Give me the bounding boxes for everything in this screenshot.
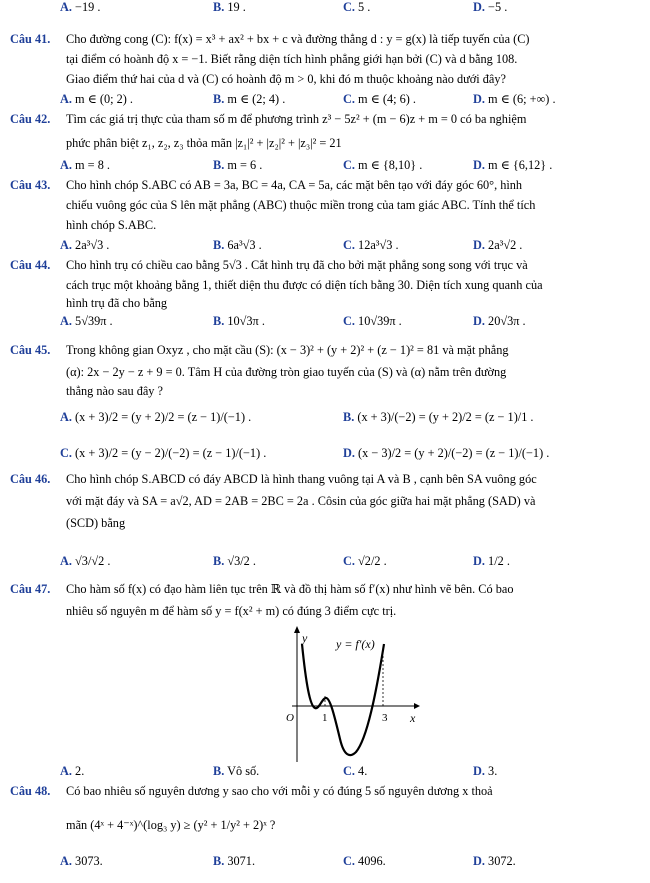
option-b[interactable]: B. √3/2 . [213, 554, 256, 568]
question-41-text-1: Cho đường cong (C): f(x) = x³ + ax² + bx + c và đường thẳng d : y = g(x) là tiếp tuyến của (C) [66, 32, 530, 46]
option-a[interactable]: A. (x + 3)/2 = (y + 2)/2 = (z − 1)/(−1) . [60, 410, 252, 424]
option-d[interactable]: D. 3. [473, 764, 498, 778]
question-42-options [60, 158, 640, 174]
option-letter: C. [343, 92, 355, 106]
option-c[interactable]: C. 4096. [343, 854, 386, 868]
y-axis-arrow-icon [294, 626, 300, 633]
option-a[interactable]: A. 2. [60, 764, 85, 778]
question-44-text-3: hình trụ đã cho bằng [66, 296, 168, 310]
option-letter: A. [60, 764, 72, 778]
question-45-options-ab [60, 410, 640, 426]
option-b[interactable]: B. 3071. [213, 854, 256, 868]
question-48-label: Câu 48. [10, 784, 51, 798]
question-42-text-2: phức phân biệt z₁, z₂, z₃ thỏa mãn |z₁|² + |z₂|² + |z₃|² = 21 [66, 136, 342, 150]
question-41-text-3: Giao điểm thứ hai của d và (C) có hoành độ m > 0, khi đó m thuộc khoảng nào dưới đây? [66, 72, 506, 86]
option-letter: D. [473, 854, 485, 868]
tick-label-1: 1 [322, 712, 328, 724]
option-d[interactable]: D. 2a³√2 . [473, 238, 523, 252]
option-letter: B. [213, 854, 225, 868]
option-d[interactable]: D. 1/2 . [473, 554, 510, 568]
option-letter: A. [60, 314, 72, 328]
prev-question-options [60, 0, 640, 16]
option-d[interactable]: D. m ∈ (6; +∞) . [473, 92, 556, 106]
question-45-label: Câu 45. [10, 343, 51, 357]
option-c[interactable]: C. 4. [343, 764, 368, 778]
question-41-text-2: tại điểm có hoành độ x = −1. Biết rằng diện tích hình phẳng giới hạn bởi (C) và d bằng 108. [66, 52, 518, 66]
option-letter: C. [343, 158, 355, 172]
option-letter: B. [213, 314, 225, 328]
option-letter: C. [60, 446, 72, 460]
question-48-options [60, 854, 640, 870]
question-47-options [60, 764, 640, 780]
question-43-text-3: hình chóp S.ABC. [66, 218, 157, 232]
option-c[interactable]: C. √2/2 . [343, 554, 387, 568]
question-46-options [60, 554, 640, 570]
derivative-graph [272, 624, 422, 764]
option-d[interactable]: D. (x − 3)/2 = (y + 2)/(−2) = (z − 1)/(−1) . [343, 446, 550, 460]
option-letter: A. [60, 0, 72, 14]
option-c[interactable]: C. m ∈ {8,10} . [343, 158, 423, 172]
option-letter: A. [60, 854, 72, 868]
option-b[interactable]: B. 19 . [213, 0, 246, 14]
option-letter: B. [343, 410, 355, 424]
option-c[interactable]: C. 10√39π . [343, 314, 402, 328]
option-letter: D. [473, 92, 485, 106]
option-letter: B. [213, 0, 225, 14]
question-43-text-2: chiếu vuông góc của S lên mặt phẳng (ABC) thuộc miền trong của tam giác ABC. Tính thể tích [66, 198, 536, 212]
question-43-text-1: Cho hình chóp S.ABC có AB = 3a, BC = 4a, CA = 5a, các mặt bên tạo với đáy góc 60°, hình [66, 178, 523, 192]
option-letter: D. [473, 554, 485, 568]
option-d[interactable]: D. 3072. [473, 854, 516, 868]
option-letter: D. [473, 238, 485, 252]
option-letter: C. [343, 854, 355, 868]
question-46-text-2: với mặt đáy và SA = a√2, AD = 2AB = 2BC = 2a . Côsin của góc giữa hai mặt phẳng (SAD) và [66, 494, 536, 508]
option-letter: B. [213, 554, 225, 568]
option-letter: D. [473, 0, 485, 14]
question-44-text-1: Cho hình trụ có chiều cao bằng 5√3 . Cắt hình trụ đã cho bởi mặt phẳng song song với trục và [66, 258, 528, 272]
question-44-label: Câu 44. [10, 258, 51, 272]
curve-label: y = f′(x) [336, 637, 375, 651]
x-axis-label: x [410, 711, 416, 725]
option-letter: D. [343, 446, 355, 460]
option-b[interactable]: B. Vô số. [213, 764, 260, 778]
option-b[interactable]: B. (x + 3)/(−2) = (y + 2)/2 = (z − 1)/1 . [343, 410, 534, 424]
question-45-options-cd [60, 446, 640, 462]
option-d[interactable]: D. 20√3π . [473, 314, 526, 328]
option-a[interactable]: A. 2a³√3 . [60, 238, 110, 252]
option-b[interactable]: B. m = 6 . [213, 158, 263, 172]
option-c[interactable]: C. 5 . [343, 0, 371, 14]
question-47-text-2: nhiêu số nguyên m để hàm số y = f(x² + m) có đúng 3 điểm cực trị. [66, 604, 397, 618]
option-a[interactable]: A. m ∈ (0; 2) . [60, 92, 133, 106]
option-a[interactable]: A. 5√39π . [60, 314, 113, 328]
y-axis-label: y [302, 631, 308, 645]
option-c[interactable]: C. (x + 3)/2 = (y − 2)/(−2) = (z − 1)/(−1) . [60, 446, 267, 460]
question-45-text-2: (α): 2x − 2y − z + 9 = 0. Tâm H của đường tròn giao tuyến của (S) và (α) nằm trên đường [66, 365, 507, 379]
question-48-text-2: mãn (4ˣ + 4⁻ˣ)^(log₃ y) ≥ (y² + 1/y² + 2)ˣ ? [66, 818, 276, 832]
derivative-curve [302, 644, 384, 755]
question-41-label: Câu 41. [10, 32, 51, 46]
tick-label-3: 3 [382, 712, 388, 724]
x-axis-arrow-icon [414, 703, 420, 709]
option-a[interactable]: A. √3/√2 . [60, 554, 111, 568]
option-a[interactable]: A. m = 8 . [60, 158, 110, 172]
option-letter: D. [473, 314, 485, 328]
question-43-options [60, 238, 640, 254]
option-letter: C. [343, 238, 355, 252]
question-48-text-1: Có bao nhiêu số nguyên dương y sao cho với mỗi y có đúng 5 số nguyên dương x thoả [66, 784, 493, 798]
question-42-text-1: Tìm các giá trị thực của tham số m để phương trình z³ − 5z² + (m − 6)z + m = 0 có ba nghiệm [66, 112, 527, 126]
option-b[interactable]: B. 10√3π . [213, 314, 265, 328]
option-letter: B. [213, 238, 225, 252]
option-letter: C. [343, 0, 355, 14]
option-letter: D. [473, 764, 485, 778]
option-letter: A. [60, 554, 72, 568]
option-letter: A. [60, 158, 72, 172]
option-letter: D. [473, 158, 485, 172]
option-letter: C. [343, 764, 355, 778]
question-42-label: Câu 42. [10, 112, 51, 126]
origin-label: O [286, 712, 294, 724]
option-letter: A. [60, 238, 72, 252]
question-44-text-2: cách trục một khoảng bằng 1, thiết diện thu được có diện tích bằng 30. Diện tích xung quanh của [66, 278, 543, 292]
option-letter: C. [343, 314, 355, 328]
question-47-label: Câu 47. [10, 582, 51, 596]
option-letter: B. [213, 158, 225, 172]
question-43-label: Câu 43. [10, 178, 51, 192]
option-b[interactable]: B. 6a³√3 . [213, 238, 262, 252]
option-letter: B. [213, 764, 225, 778]
option-b[interactable]: B. m ∈ (2; 4) . [213, 92, 286, 106]
option-letter: C. [343, 554, 355, 568]
question-46-label: Câu 46. [10, 472, 51, 486]
option-letter: A. [60, 410, 72, 424]
question-45-text-3: thẳng nào sau đây ? [66, 384, 163, 398]
question-46-text-1: Cho hình chóp S.ABCD có đáy ABCD là hình thang vuông tại A và B , cạnh bên SA vuông góc [66, 472, 537, 486]
question-46-text-3: (SCD) bằng [66, 516, 126, 530]
option-c[interactable]: C. m ∈ (4; 6) . [343, 92, 416, 106]
option-letter: B. [213, 92, 225, 106]
question-44-options [60, 314, 640, 330]
option-c[interactable]: C. 12a³√3 . [343, 238, 399, 252]
option-d[interactable]: D. −5 . [473, 0, 508, 14]
option-d[interactable]: D. m ∈ {6,12} . [473, 158, 553, 172]
question-41-options [60, 92, 640, 108]
question-45-text-1: Trong không gian Oxyz , cho mặt cầu (S): (x − 3)² + (y + 2)² + (z − 1)² = 81 và mặt phẳng [66, 343, 509, 357]
question-47-text-1: Cho hàm số f(x) có đạo hàm liên tục trên ℝ và đồ thị hàm số f′(x) như hình vẽ bên. Có bao [66, 582, 514, 596]
option-a[interactable]: A. 3073. [60, 854, 103, 868]
option-letter: A. [60, 92, 72, 106]
option-a[interactable]: A. −19 . [60, 0, 101, 14]
